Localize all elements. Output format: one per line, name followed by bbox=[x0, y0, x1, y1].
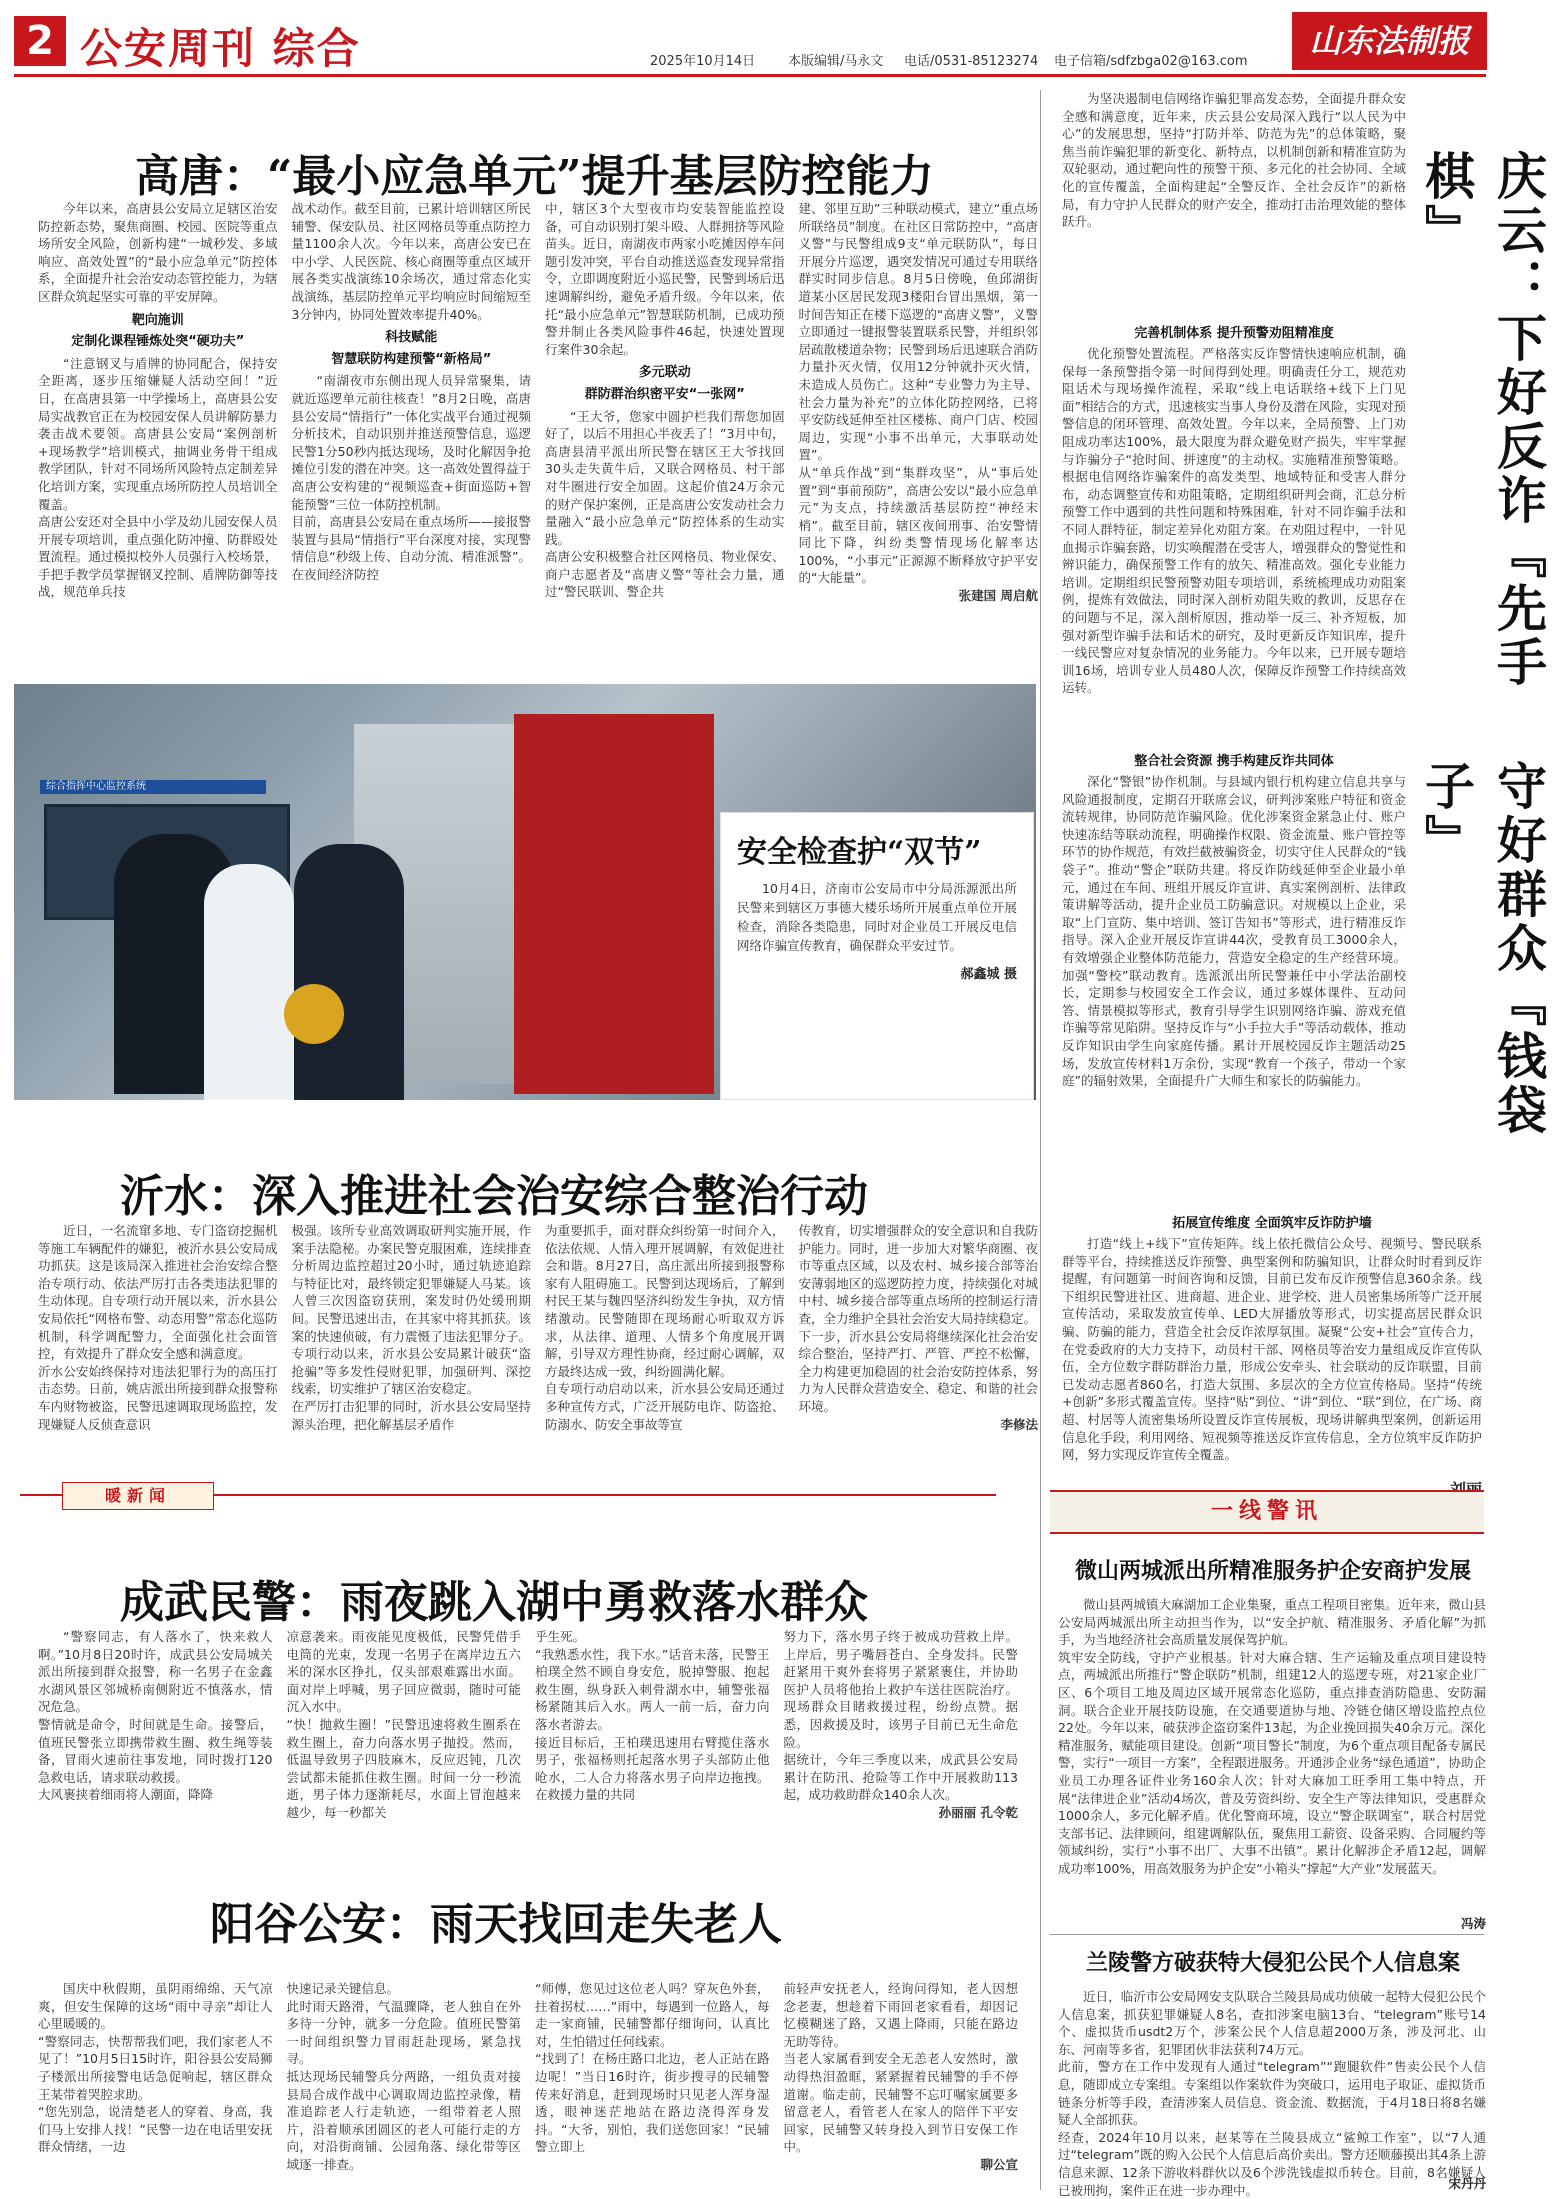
article2-body bbox=[38, 1222, 1038, 1472]
police-officer-right bbox=[294, 844, 404, 1100]
brief2-byline: 宋丹丹 bbox=[1448, 2176, 1486, 2191]
page-editor: 本版编辑/马永文 bbox=[788, 54, 884, 69]
article4-title: 阳谷公安：雨天找回走失老人 bbox=[210, 1899, 782, 1950]
brief1-body: 微山县两城镇大麻湖加工企业集聚，重点工程项目密集。近年来，微山县公安局两城派出所主动担当作为，以“安全护航、精准服务、矛盾化解”为抓手，为当地经济社会高质量发展保驾护航。 筑牢安全防线，守护产业根基。针对大麻合辖、生产运输及重点项目建设特点，两城派出所推行“警企联防”机制，组建12人的巡逻专班，对21家企业厂区、6个项目工地及周边区域开展常态化巡防，重点排查消防隐患、安防漏洞。联合企业开展技防设施，在交通要道协与地、冷链仓储区增设监控点位22处。今年以来，破获涉企盗窃案件13起，为企业挽回损失40余万元。深化精准服务，赋能项目建设。创新“项目警长”制度，为6个重点项目配备专属民警，实行“一项目一方案”，全程跟进服务。开通涉企业务“绿色通道”，协助企业员工办理各证件业务160余人次；针对大麻加工旺季用工集中特点，开展“法律进企业”活动4场次，普及劳资纠纷、安全生产等法律知识，受惠群众1000余人，多元化解矛盾。优化警商环境，设立“警企联调室”，联合村居党支部书记、法律顾问，组建调解队伍，聚焦用工薪资、设备采购、合同履约等领域纠纷，实行“小事不出厂、大事不出镇”。累计化解涉企矛盾12起，调解成功率100%，用高效服务为护企安“小箱头”撑起“大产业”发展蓝天。 bbox=[1058, 1597, 1486, 1876]
article4-column-2: 快速记录关键信息。 此时雨天路滑，气温骤降，老人独自在外多待一分钟，就多一分危险。值班民警第一时间组织警力冒雨赶赴现场，紧急找寻。 抵达现场民辅警兵分两路，一组负责对接县局合成作战中心调取周边监控录像，精准追踪老人行走轨迹，一组带着老人照片，沿着顺承团圆区的老人可能行走的方向，对沿街商铺、公园角落、绿化带等区域逐一排查。 bbox=[286, 1981, 521, 2172]
article3-column-3: 乎生死。 “我熟悉水性，我下水。”话音未落，民警王柏璞全然不顾自身安危，脱掉警服、抱起救生圈，纵身跃入刺骨湖水中，辅警张福杨紧随其后入水。两人一前一后，奋力向落水者游去。 接近目标后，王柏璞迅速用右臂揽住落水男子，张福杨则托起落水男子头部防止他呛水，二人合力将落水男子向岸边拖拽。在救援力量的共同 bbox=[535, 1629, 770, 1803]
right-section-1 bbox=[1062, 316, 1406, 755]
issue-date: 2025年10月14日 bbox=[650, 54, 756, 69]
right-paragraph: 打造“线上+线下”宣传矩阵。线上依托微信公众号、视频号、警民联系群等平台，持续推送反诈预警、典型案例和防骗知识，让群众时时看到反诈提醒，有问题第一时间咨询和反馈，目前已发布反诈预警信息360余条。线下组织民警进社区、进商超、进企业、进学校、进人员密集场所等广泛开展宣传活动，采取发放宣传单、LED大屏播放等形式，切实提高居民群众识骗、防骗的能力，营造全社会反诈浓厚氛围。凝聚“公安+社会”宣传合力，在党委政府的大力支持下，动员村干部、网格员等治安力量组成反诈宣传队伍，全方位数字群防群治力量，形成公安牵头、社会联动的反诈联盟，目前已发动志愿者860名，打造大氛围、多层次的全方位宣传格局。坚持“传统+创新”多形式覆盖宣传。坚持“贴”到位、“讲”到位、“联”到位，在广场、商超、村居等人流密集场所设置反诈宣传展板，现场讲解典型案例，创新运用信息化手段，利用网络、短视频等推送反诈宣传信息，全方位筑牢反诈防护网，努力实现反诈宣传全覆盖。 bbox=[1062, 1236, 1482, 1463]
article1-subhead: 科技赋能 bbox=[385, 330, 438, 346]
article2-column-2: 极强。该所专业高效调取研判实施开展，作案手法隐秘。办案民警克服困难，连续排查分析周边监控超过20小时，通过轨迹追踪与特征比对，最终锁定犯罪嫌疑人马某。该人曾三次因盗窃获刑，案发时仍处缓刑期间。民警迅速出击，在其家中将其抓获。该案的快速侦破，有力震慑了违法犯罪分子。专项行动以来，沂水县公安局累计破获“盗抢骗”等多发性侵财犯罪，加强研判、深挖线索，切实维护了辖区治安稳定。 在严厉打击犯罪的同时，沂水县公安局坚持源头治理，把化解基层矛盾作 bbox=[291, 1223, 531, 1432]
article3-paragraph: 努力下，落水男子终于被成功营救上岸。上岸后，男子嘴唇苍白、全身发抖。民警赶紧用干爽外套将男子紧紧裹住，并协助医护人员将他抬上救护车送往医院治疗。现场群众目睹救援过程，纷纷点赞。据悉，因救援及时，该男子目前已无生命危险。 据统计，今年三季度以来，成武县公安局累计在防汛、抢险等工作中开展救助113起，成功救助群众140余人次。 bbox=[783, 1629, 1018, 1803]
fire-equipment-cabinet bbox=[514, 714, 714, 1094]
gas-mask-helmet bbox=[284, 984, 344, 1044]
frontline-tag: 一线警讯 bbox=[1050, 1490, 1484, 1534]
right-paragraph: 优化预警处置流程。严格落实反诈警情快速响应机制，确保每一条预警指令第一时间得到处理。明确责任分工，规范劝阻话术与现场操作流程，采取“线上电话联络+线下上门见面”相结合的方式，迅速核实当事人身份及潜在风险，实现对预警信息的闭环管理、高效处置。今年以来，全局预警、上门劝阻成功率达100%，最大限度为群众避免财产损失，牢牢掌握与诈骗分子“抢时间、拼速度”的主动权。实施精准预警策略。根据电信网络诈骗案件的高发类型、地域特征和受害人群分布，动态调整宣传和劝阻策略，定期组织研判会商，汇总分析预警工作中遇到的共性问题和特殊困难，针对不同诈骗手法和不同人群特征，制定差异化劝阻方案。在劝阻过程中，一针见血揭示诈骗套路，切实唤醒潜在受害人，增强群众的警觉性和辨识能力，确保预警工作有的放矢、精准高效。强化专业能力培训。定期组织民警预警劝阻专项培训，系统梳理成功劝阻案例，提炼有效做法，同时深入剖析劝阻失败的教训，反思存在的问题与不足，深入剖析原因，推动举一反三、补齐短板，加强对新型诈骗手法和话术的研究，及时更新反诈知识库，提升一线民警应对复杂情况的业务能力。今年以来，已开展专题培训16场，培训专业人员480人次，保障反诈预警工作持续高效运转。 bbox=[1062, 346, 1406, 696]
article1-body bbox=[38, 200, 1038, 660]
brief-divider bbox=[1050, 1934, 1484, 1935]
right-subhead: 拓展宣传维度 全面筑牢反诈防护墙 bbox=[1172, 1216, 1372, 1231]
article1-subhead: 定制化课程锤炼处突“硬功夫” bbox=[71, 334, 245, 350]
article1-title: 高唐：“最小应急单元”提升基层防控能力 bbox=[135, 151, 934, 202]
contact-phone: 电话/0531-85123274 bbox=[904, 54, 1039, 69]
article2-title: 沂水：深入推进社会治安综合整治行动 bbox=[120, 1171, 868, 1222]
brief1-title: 微山两城派出所精准服务护企安商护发展 bbox=[1074, 1558, 1471, 1584]
article2-column-3: 为重要抓手，面对群众纠纷第一时间介入，依法依规、人情入理开展调解，有效促进社会和谐。8月27日，高庄派出所接到报警称家有人阻碍施工。民警到达现场后，了解到村民王某与魏四坚济纠纷发生争执，双方情绪激动。民警随即在现场耐心听取双方诉求，从法律、道理、人情多个角度展开调解，引导双方理性协商，经过耐心调解，双方最终达成一致，纠纷圆满化解。 自专项行动启动以来，沂水县公安局还通过多种宣传方式，广泛开展防电诈、防盗抢、防溺水、防安全事故等宣 bbox=[545, 1223, 785, 1432]
monitor-wall-label: 综合指挥中心监控系统 bbox=[40, 780, 266, 794]
news-tag: 暖新闻 bbox=[62, 1482, 214, 1510]
article4-column-3: “师傅，您见过这位老人吗？穿灰色外套，拄着拐杖……”雨中，每遇到一位路人，每走一家商铺，民辅警都仔细询问，认真比对，生怕错过任何线索。 “找到了！在杨庄路口北边，老人正站在路边呢！”当日16时许，街步搜寻的民辅警传来好消息，赶到现场时只见老人浑身湿透，眼神迷茫地站在路边浇得浑身发抖。“大爷，别怕，我们送您回家！”民辅警立即上 bbox=[535, 1981, 770, 2155]
article2-column-4 bbox=[799, 1222, 1039, 1472]
article4-column-4 bbox=[784, 1980, 1019, 2188]
right-section-2 bbox=[1062, 744, 1406, 1207]
right-intro: 为坚决遏制电信网络诈骗犯罪高发态势，全面提升群众安全感和满意度，近年来，庆云县公安局深入践行“以人民为中心”的发展思想，坚持“打防并举、防范为先”的总体策略，聚焦当前诈骗犯罪的新变化、新特点，以机制创新和精准宣防为双轮驱动，通过靶向性的预警干预、多元化的社会协同、全域化的宣传覆盖，全面构建起“全警反诈、全社会反诈”的新格局，有力守护人民群众的财产安全，推动打击治理效能的整体跃升。 bbox=[1062, 91, 1406, 230]
article1-subhead: 智慧联防构建预警“新格局” bbox=[331, 351, 492, 367]
article3-column-1: “警察同志，有人落水了，快来救人啊。”10月8日20时许，成武县公安局城关派出所接到群众报警，称一名男子在金鑫水湖风景区邻城桥南侧附近不慎落水，情况危急。 警情就是命令，时间就是生命。接警后，值班民警张立即携带救生圈、救生绳等装备，冒雨火速前往事发地，同时拨打120急救电话，请求联动救援。 大风裹挟着细雨将人潮面，降降 bbox=[38, 1629, 273, 1803]
brief2-title: 兰陵警方破获特大侵犯公民个人信息案 bbox=[1085, 1950, 1460, 1976]
article1-subhead: 多元联动 bbox=[638, 365, 691, 381]
news-photo bbox=[14, 684, 1036, 1100]
photo-credit: 郝鑫城 摄 bbox=[960, 967, 1017, 982]
column-divider bbox=[1040, 90, 1041, 2190]
article3-byline: 孙丽丽 孔令乾 bbox=[938, 1804, 1018, 1820]
photo-caption-box bbox=[720, 812, 1034, 1100]
article4-column-1: 国庆中秋假期，虽阴雨绵绵、天气凉爽，但安生保障的这场“雨中寻亲”却让人心里暖暖的。 “警察同志，快帮帮我们吧，我们家老人不见了！”10月5日15时许，阳谷县公安局狮子楼派出所接警电话急促响起，辖区群众王某带着哭腔求助。 “您先别急，说清楚老人的穿着、身高，我们马上安排人找！”民警一边在电话里安抚群众情绪，一边 bbox=[38, 1981, 273, 2155]
article4-paragraph: 前轻声安抚老人，经询问得知，老人因想念老妻，想趁着下雨回老家看看，却因记忆模糊迷了路，又遇上降雨，只能在路边无助等待。 当老人家属看到安全无恙老人安然时，激动得热泪盈眶，紧紧握着民辅警的手不停道谢。临走前，民辅警不忘叮嘱家属要多留意老人，看管老人在家人的陪伴下平安回家，民辅警又转身投入到节日安保工作中。 bbox=[783, 1981, 1018, 2155]
right-section-3 bbox=[1062, 1206, 1482, 1500]
inspector-white-shirt bbox=[204, 864, 294, 1100]
section-title: 公安周刊 综合 bbox=[80, 24, 361, 73]
contact-email: 电子信箱/sdfzbga02@163.com bbox=[1054, 54, 1248, 69]
article1-paragraph: 中，辖区3个大型夜市均安装智能监控设备，可自动识别打架斗殴、人群拥挤等风险苗头。近日，南湖夜市两家小吃摊因停车问题引发冲突，平台自动推送巡查发现异常指令，立即调度附近小巡民警，民警到场后迅速调解纠纷，避免矛盾升级。今年以来，依托“最小应急单元”智慧联防机制，已成功预警并制止各类风险事件46起，快速处置现行案件30余起。 bbox=[545, 201, 785, 357]
article3-body bbox=[38, 1628, 1018, 1850]
brief1-byline: 冯涛 bbox=[1460, 1916, 1486, 1931]
article1-subhead: 群防群治织密平安“一张网” bbox=[584, 386, 745, 402]
article1-paragraph: “注意钢叉与盾牌的协同配合，保持安全距离，逐步压缩嫌疑人活动空间！”近日，在高唐县第一中学操场上，高唐县公安局实战教官正在为校园安保人员讲解防暴力袭击战术要领。高唐县公安局“案例剖析+现场教学”培训模式，抽调业务骨干组成教学团队，针对不同场所风险特点定制差异化培训方案，实现重点场所防控人员培训全覆盖。 高唐公安还对全县中小学及幼儿园安保人员开展专项培训，重点强化防冲撞、防群殴处置流程。通过模拟校外人员强行入校场景，手把手教学员掌握钢叉控制、盾牌防御等技战，规范单兵技 bbox=[38, 355, 278, 600]
article3-column-4 bbox=[784, 1628, 1019, 1850]
article1-subhead: 靶向施训 bbox=[131, 312, 184, 328]
photo-caption-title: 安全检查护“双节” bbox=[737, 835, 982, 870]
article3-title: 成武民警：雨夜跳入湖中勇救落水群众 bbox=[120, 1577, 868, 1628]
article1-column-1 bbox=[38, 200, 278, 660]
right-paragraph: 深化“警银”协作机制。与县域内银行机构建立信息共享与风险通报制度，定期召开联席会议，研判涉案账户特征和资金流转规律，协同防范诈骗风险。优化涉案资金紧急止付、账户快速冻结等联动流程，明确操作权限、资金流量、账户管控等环节的协作规范，有效拦截被骗资金，切实守住人民群众的“钱袋子”。推动“警企”联防共建。将反诈防线延伸至企业最小单元，通过在车间、班组开展反诈宣讲、真实案例剖析、法律政策讲解等活动，提升企业员工防骗意识。对规模以上企业，采取“上门宣防、集中培训、签订告知书”等形式，进行精准反诈指导。深入企业开展反诈宣讲44次，受教育员工3000余人，有效增强企业整体防范能力，营造安全稳定的生产经营环境。加强“警校”联动教育。选派派出所民警兼任中小学法治副校长，定期参与校园安全工作会议，通过多媒体课件、互动问答、情景模拟等形式，教育引导学生识别网络诈骗、游戏充值诈骗等常见陷阱。坚持反诈与“小手拉大手”等活动载体，推动反诈知识由学生向家庭传播。累计开展校园反诈主题活动25场，发放宣传材料1万余份，实现“教育一个孩子，带动一个家庭”的辐射效果，全面提升广大师生和家长的防骗能力。 bbox=[1062, 774, 1406, 1089]
article1-paragraph: 战术动作。截至目前，已累计培训辖区所民辅警、保安队员、社区网格员等重点防控力量1100余人次。今年以来，高唐公安已在中小学、人民医院、核心商圈等重点区域开展各类实战演练10余场次，通过常态化实战演练，基层防控单元平均响应时间缩短至3分钟内，协同处置效率提升40%。 bbox=[291, 201, 531, 322]
article1-lead: 今年以来，高唐县公安局立足辖区治安防控新态势，聚焦商圈、校园、医院等重点场所安全风险，创新构建“一城秒发、多域响应、高效处置”的“最小应急单元”防控体系，全面提升社会治安动态管控能力，为辖区群众筑起坚实可靠的平安屏障。 bbox=[38, 201, 278, 304]
article2-column-1: 近日，一名流窜多地、专门盗窃挖掘机等施工车辆配件的嫌犯，被沂水县公安局成功抓获。这是该局深入推进社会治安综合整治专项行动、依法严厉打击各类违法犯罪的生动体现。自专项行动开展以来，沂水县公安局依托“网格布警、动态用警”常态化巡防机制，科学调配警力，全面强化社会面管控，有效提升了群众安全感和满意度。 沂水公安始终保持对违法犯罪行为的高压打击态势。日前，姚店派出所接到群众报警称车内财物被盗，民警迅速调取现场监控，发现嫌疑人反侦查意识 bbox=[38, 1223, 278, 1432]
header-rule bbox=[14, 74, 1486, 77]
right-vertical-title-1: 庆云：下好反诈『先手棋』 bbox=[1417, 150, 1548, 690]
page-number: 2 bbox=[14, 16, 66, 66]
article1-paragraph: “王大爷，您家中圆护栏我们帮您加固好了，以后不用担心半夜丢了！”3月中旬，高唐县清平派出所民警在辖区王大爷找回30头走失黄牛后，又联合网格员、村干部对牛圈进行安全加固。这起价值24万余元的财产保护案例，正是高唐公安发动社会力量融入“最小应急单元”防控体系的生动实践。 高唐公安积极整合社区网格员、物业保安、商户志愿者及“高唐义警”等社会力量，通过“警民联训、警企共 bbox=[545, 408, 785, 600]
right-subhead: 整合社会资源 携手构建反诈共同体 bbox=[1134, 754, 1334, 769]
article1-column-2 bbox=[292, 200, 532, 660]
article2-byline: 李修法 bbox=[1000, 1416, 1038, 1432]
article1-byline: 张建国 周启航 bbox=[958, 588, 1038, 604]
article1-paragraph: “南湖夜市东侧出现人员异常聚集，请就近巡逻单元前往核查！”8月2日晚，高唐县公安局“情指行”一体化实战平台通过视频分析技术，自动识别并推送预警信息，巡逻民警1分50秒内抵达现场，及时化解因争抢摊位引发的潜在冲突。这一高效处置得益于高唐公安构建的“视频巡查+街面巡防+智能预警”三位一体防控机制。 目前，高唐县公安局在重点场所——接报警装置与县局“情指行”平台深度对接，实现警情信息“秒级上传、自动分流、精准派警”。在夜间经济防控 bbox=[291, 373, 531, 582]
photo-caption-text: 10月4日，济南市公安局市中分局泺源派出所民警来到辖区万事德大楼乐场所开展重点单位开展检查，消除各类隐患，同时对企业员工开展反电信网络诈骗宣传教育，确保群众平安过节。 bbox=[737, 881, 1017, 953]
article4-byline: 聊公宣 bbox=[980, 2156, 1018, 2172]
article4-body bbox=[38, 1980, 1018, 2188]
article1-column-3 bbox=[545, 200, 785, 660]
masthead-logo: 山东法制报 bbox=[1292, 12, 1487, 70]
article2-paragraph: 传教育，切实增强群众的安全意识和自我防护能力。同时，进一步加大对繁华商圈、夜市等重点区域，以及农村、城乡接合部等治安薄弱地区的巡逻防控力度，持续强化对城中村、城乡接合部等重点场所的控制运行清查，全力维护全县社会治安大局持续稳定。 下一步，沂水县公安局将继续深化社会治安综合整治，坚持严打、严管、严控不松懈，全力构建更加稳固的社会治安防控体系，努力为人民群众营造安全、稳定、和谐的社会环境。 bbox=[798, 1223, 1038, 1414]
article1-column-4 bbox=[799, 200, 1039, 660]
article1-paragraph: 建、邻里互助”三种联动模式，建立“重点场所联络员”制度。在社区日常防控中，“高唐义警”与民警组成9支“单元联防队”，每日开展分片巡逻，遇突发情况可通过专用联络群实时同步信息。8月5日傍晚，鱼邱湖街道某小区居民发现3楼阳台冒出黑烟，第一时间告知正在楼下巡逻的“高唐义警”，义警立即通过一键报警装置联系民警，并组织邻居疏散楼道杂物；民警到场后迅速联合消防力量扑灭火情，仅用12分钟就扑灭火情，未造成人员伤亡。这种“专业警力为主导、社会力量为补充”的立体化防控网络，已将平安防线延伸至社区楼栋、商户门店、校园周边，实现“小事不出单元，大事联动处置”。 从“单兵作战”到“集群攻坚”，从“事后处置”到“事前预防”，高唐公安以“最小应急单元”为支点，持续激活基层防控“神经末梢”。截至目前，辖区夜间刑事、治安警情同比下降，纠纷类警情现场化解率达100%，“小事元”正源源不断释放守护平安的“大能量”。 bbox=[798, 201, 1038, 586]
right-subhead: 完善机制体系 提升预警劝阻精准度 bbox=[1134, 326, 1334, 341]
brief2-body: 近日，临沂市公安局网安支队联合兰陵县局成功侦破一起特大侵犯公民个人信息案，抓获犯罪嫌疑人8名，查扣涉案电脑13台、“telegram”账号14个、虚拟货币usdt2万个，涉案公民个人信息超2000万条，涉及河北、山东、河南等多省，犯罪团伙非法获利74万元。 此前，警方在工作中发现有人通过“telegram”“跑腿软件”售卖公民个人信息，随即成立专案组。专案组以作案软件为突破口，运用电子取证、虚拟货币链条分析等手段，查清涉案人员信息、资金流、数据流，于4月18日将8名嫌疑人全部抓获。 经查，2024年10月以来，赵某等在兰陵县成立“鲨鲸工作室”，以“7人通过“telegram”既的购入公民个人信息后高价卖出。警方还顺藤摸出其4条上游信息来源、12条下游收料群伙以及6个涉洗钱虚拟币转仓。目前，8名嫌疑人已被刑拘，案件正在进一步办理中。 bbox=[1058, 1989, 1486, 2198]
right-vertical-title-2: 守好群众『钱袋子』 bbox=[1417, 760, 1548, 1138]
article3-column-2: 凉意袭来。雨夜能见度极低，民警凭借手电筒的光束，发现一名男子在离岸边五六米的深水区挣扎，仅头部艰难露出水面。面对岸上呼喊，男子回应微弱，随时可能沉入水中。 “快！抛救生圈！”民警迅速将救生圈系在救生圈上，奋力向落水男子抛投。然而，低温导致男子四肢麻木，反应迟钝，几次尝试都未能抓住救生圈。时间一分一秒流逝，男子体力逐渐耗尽，水面上冒泡越来越少，每一秒都关 bbox=[286, 1629, 521, 1820]
